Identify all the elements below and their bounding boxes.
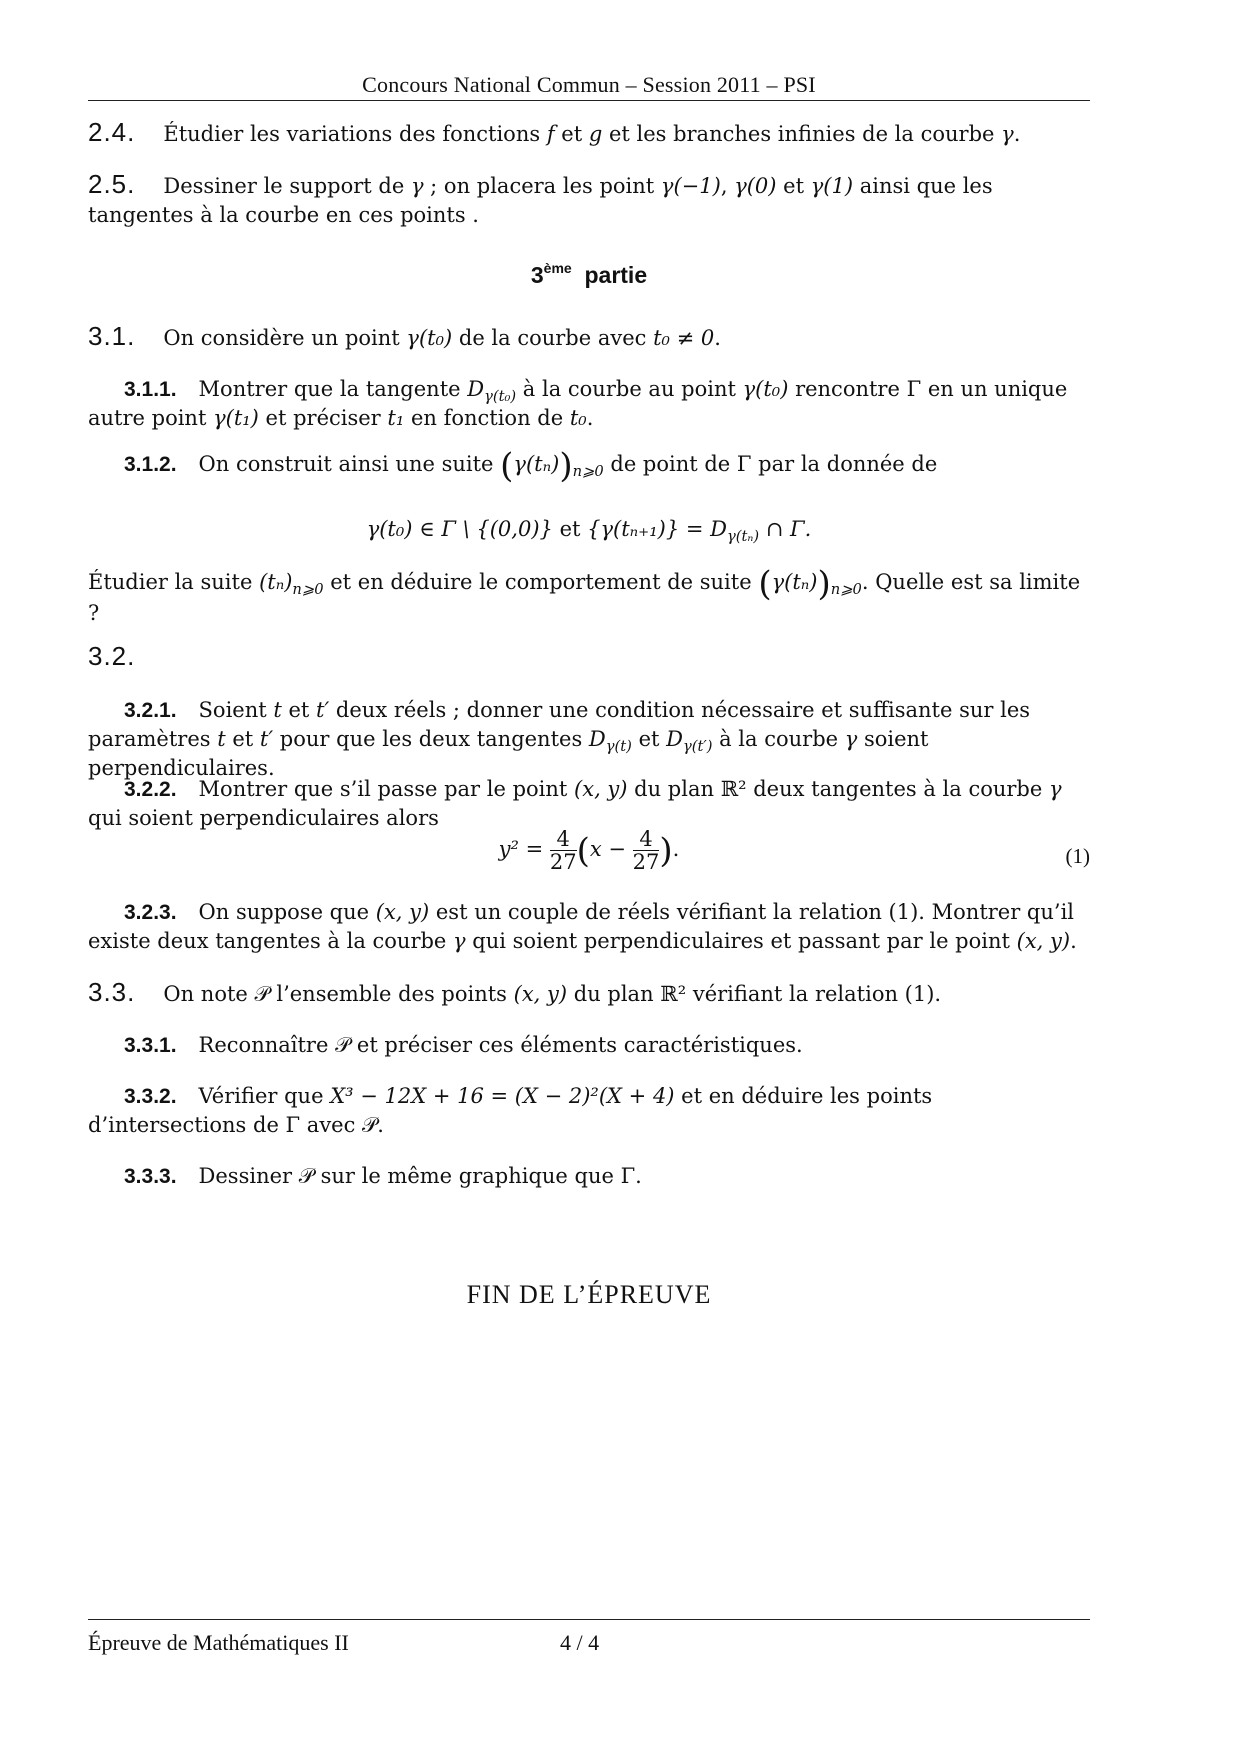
question-3-3: 3.3. On note 𝒫 l’ensemble des points (x, y) du plan ℝ² vérifiant la relation (1). [88, 977, 942, 1007]
question-2-4: 2.4. Étudier les variations des fonctions f et g et les branches infinies de la courbe γ. [88, 117, 1021, 147]
question-3-2-2: 3.2.2. Montrer que s’il passe par le point (x, y) du plan ℝ² deux tangentes à la courbe γ qui soient perpendiculaires alors [88, 777, 1062, 830]
question-3-2 [88, 642, 1090, 673]
equation-sequence-definition: γ(t₀) ∈ Γ \ {(0,0)} et $\{\gamma(t_{n+1})\} = D_{\gamma(t_n)}$ ∩ Γ. [366, 517, 812, 546]
question-number: 3.2.1. [124, 699, 177, 722]
question-number: 3.3.2. [124, 1085, 177, 1108]
equation-1: y² = $\frac{4}{27}$ (x − $\frac{4}{27}$ ). (1) [498, 827, 1090, 874]
question-number: 3.1.1. [124, 378, 177, 401]
page-number: 4 / 4 [560, 1630, 600, 1655]
question-3-1: 3.1. On considère un point γ(t₀) de la courbe avec t₀ ≠ 0. [88, 321, 721, 351]
question-number: 3.3. [88, 977, 136, 1007]
question-3-1-1: 3.1.1. Montrer que la tangente $D_{\gamma(t_0)}$ à la courbe au point γ(t₀) rencontre Γ en un unique autre point γ(t₁) et préciser t₁ en fonction de t₀. [88, 377, 1068, 430]
question-3-3-2: 3.3.2. Vérifier que X³ − 12X + 16 = (X − 2)²(X + 4) et en déduire les points d’intersections de Γ avec 𝒫. [88, 1084, 933, 1137]
header-rule [88, 100, 1090, 101]
question-number: 3.3.3. [124, 1165, 177, 1188]
question-3-2-3: 3.2.3. On suppose que (x, y) est un couple de réels vérifiant la relation (1). Montrer qu’il existe deux tangentes à la courbe γ qui soient perpendiculaires et passant par le point (x, y). [88, 900, 1077, 953]
question-number: 3.3.1. [124, 1034, 177, 1057]
footer-rule [88, 1619, 1090, 1620]
page-header: Concours National Commun – Session 2011 – PSI [362, 72, 816, 97]
end-of-exam: FIN DE L’ÉPREUVE [466, 1280, 712, 1309]
question-2-5: 2.5. Dessiner le support de γ ; on placera les point γ(−1), γ(0) et γ(1) ainsi que les tangentes à la courbe en ces points . [88, 169, 993, 227]
question-3-1-2-continued: Étudier la suite $(t_n)_{n⩾0}$ et en déduire le comportement de suite $(\gamma(t_n))_{n⩾0}$. Quelle est sa limite ? [88, 564, 1081, 625]
question-3-2-1: 3.2.1. Soient t et t′ deux réels ; donner une condition nécessaire et suffisante sur les paramètres t et t′ pour que les deux tangentes $D_{\gamma(t)}$ et $D_{\gamma(t')}$ à la courbe γ soient perpendiculaires. [88, 698, 1031, 780]
question-3-1-2: 3.1.2. On construit ainsi une suite $(\gamma(t_n))_{n⩾0}$ de point de Γ par la donnée de [124, 446, 938, 486]
question-number: 3.1. [88, 321, 136, 351]
part-title: 3ème partie [530, 260, 648, 288]
footer-title: Épreuve de Mathématiques II [88, 1630, 349, 1655]
question-number: 3.2. [88, 641, 136, 671]
question-number: 3.1.2. [124, 453, 177, 476]
equation-label: (1) [1065, 844, 1090, 868]
question-number: 2.5. [88, 169, 136, 199]
question-number: 3.2.2. [124, 778, 177, 801]
question-number: 3.2.3. [124, 901, 177, 924]
question-3-3-3: 3.3.3. Dessiner 𝒫 sur le même graphique que Γ. [124, 1164, 642, 1188]
question-3-3-1: 3.3.1. Reconnaître 𝒫 et préciser ces éléments caractéristiques. [124, 1033, 803, 1057]
question-number: 2.4. [88, 117, 136, 147]
